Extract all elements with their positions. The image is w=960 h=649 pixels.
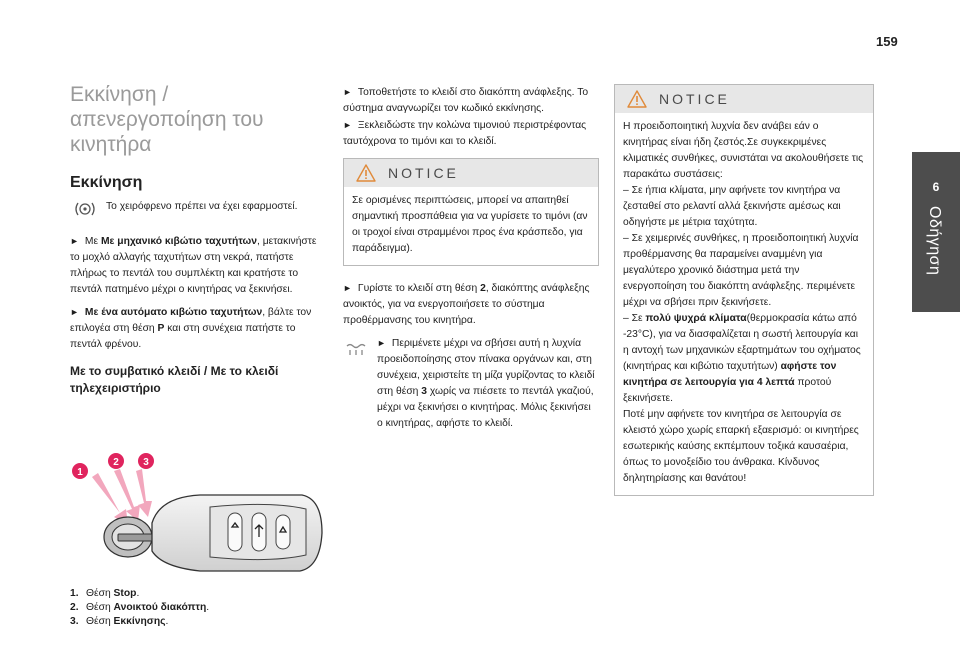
chapter-tab (912, 152, 960, 312)
column-left (70, 82, 328, 629)
chapter-label: Οδήγηση (926, 206, 943, 276)
bullet-arrow-icon: ► (70, 307, 79, 317)
svg-text:1: 1 (77, 467, 83, 478)
step-wait-preheat-text-end: χωρίς να πιέσετε το πεντάλ γκαζιού, μέχρι να ξεκινήσει ο κινητήρας. Μόλις ξεκινήσει ο κινητήρας, αφήστε το κλειδί. (377, 386, 594, 429)
svg-text:3: 3 (143, 457, 149, 468)
auto-gearbox-bold: Με ένα αυτόματο κιβώτιο ταχυτήτων (84, 307, 263, 318)
notice-mild-climate: – Σε ήπια κλίματα, μην αφήνετε τον κινητήρα να ζεσταθεί στο ρελαντί αλλά ξεκινήστε αμέσως και οδηγήστε με μέτρια ταχύτητα. (623, 185, 841, 228)
section-title-key: Με το συμβατικό κλειδί / Με το κλειδί τηλεχειριστήριο (70, 364, 279, 395)
notice-body (615, 113, 873, 495)
key-illustration (70, 405, 325, 577)
warning-triangle-icon (627, 90, 647, 108)
legend-end: . (165, 616, 169, 627)
callout-3 (138, 453, 154, 469)
cold-warmup-bold: αφήστε τον κινητήρα σε λειτουργία για 4 λεπτά (623, 361, 837, 388)
legend-end: . (136, 588, 140, 599)
notice-cold-climate (623, 311, 865, 407)
eco-note-text: Το χειρόφρενο πρέπει να έχει εφαρμοστεί. (106, 201, 298, 212)
step-wait-preheat-text: Περιμένετε μέχρι να σβήσει αυτή η λυχνία προειδοποίησης στον πίνακα οργάνων και, στη συνέχεια, χειριστείτε τη μίζα γυρίζοντας το κλειδί στη θέση (377, 338, 595, 397)
auto-gearbox-desc-end: και στη συνέχεια πατήστε το πεντάλ φρένου. (70, 323, 296, 350)
step-ignition-on-text: Γυρίστε το κλειδί στη θέση (357, 283, 481, 294)
cold-dash: – Σε (623, 313, 646, 324)
step-ignition-on-text-end: , διακόπτης ανάφλεξης ανοικτός, για να ενεργοποιήσετε το σύστημα προθέρμανσης του κινητήρα. (343, 283, 590, 326)
svg-text:2: 2 (113, 457, 119, 468)
step-ignition-on (343, 280, 599, 329)
notice-winter: – Σε χειμερινές συνθήκες, η προειδοποιητική λυχνία προθέρμανσης θα παραμείνει αναμμένη για μεγαλύτερο χρονικό διάστημα μετά την ενεργοποίηση του διακόπτη ανάφλεξης. περιμένετε μέχρι να σβήσει πριν ξεκινήσετε. (623, 233, 859, 308)
bullet-arrow-icon: ► (343, 283, 352, 293)
page-number: 159 (876, 34, 898, 49)
legend-number: 2. (70, 602, 79, 613)
warning-triangle-icon (356, 164, 376, 182)
notice-header (615, 85, 873, 113)
legend-text: Θέση (86, 588, 114, 599)
notice-body: Σε ορισμένες περιπτώσεις, μπορεί να απαιτηθεί σημαντική προσπάθεια για να γυρίσετε το τιμόνι (αν οι τροχοί είναι στραμμένοι προς ένα κράσπεδο, για παράδειγμα). (352, 195, 588, 254)
callout-2 (108, 453, 124, 469)
bullet-arrow-icon: ► (343, 120, 352, 130)
notice-intro: Η προειδοποιητική λυχνία δεν ανάβει εάν ο κινητήρας είναι ήδη ζεστός.Σε συγκεκριμένες κλιματικές συνθήκες, συνιστάται να ακολουθήσετε τις παρακάτω συστάσεις: (623, 121, 864, 180)
bullet-arrow-icon: ► (70, 236, 79, 246)
legend-number: 1. (70, 588, 79, 599)
manual-gearbox-text: ► Με Με μηχανικό κιβώτιο ταχυτήτων, μετακινήστε το μοχλό αλλαγής ταχυτήτων στη νεκρά, πατήστε πλήρως το πεντάλ του συμπλέκτη και κρατήστε το πεντάλ πατημένο μέχρι ο κινητήρας να ξεκινήσει. (70, 236, 317, 295)
notice-box-steering (343, 158, 599, 266)
bullet-arrow-icon: ► (377, 338, 386, 348)
notice-label: NOTICE (388, 165, 459, 181)
legend-bold: Εκκίνησης (113, 616, 166, 627)
column-right (614, 84, 874, 496)
gear-position: P (157, 323, 165, 334)
callout-1 (72, 463, 88, 479)
step-unlock-steering (343, 117, 599, 150)
legend-bold: Ανοικτού διακόπτη (113, 602, 207, 613)
step-wait-preheat (343, 335, 599, 432)
cold-text: (θερμοκρασία κάτω από -23°C), για να διασφαλίζεται η σωστή λειτουργία και η αντοχή των μηχανικών εξαρτημάτων του οχήματος (κινητήρας και κιβώτιο ταχυτήτων) (623, 313, 861, 372)
legend-item (70, 615, 328, 629)
column-middle (343, 84, 599, 432)
figure-legend (70, 587, 328, 629)
key-position-2: 2 (480, 283, 486, 294)
bullet-arrow-icon: ► (343, 87, 352, 97)
legend-text: Θέση (86, 616, 114, 627)
chapter-number: 6 (932, 180, 940, 194)
eco-note (72, 199, 328, 217)
step-unlock-steering-text: Ξεκλειδώστε την κολώνα τιμονιού περιστρέφοντας ταυτόχρονα το τιμόνι και το κλειδί. (343, 120, 587, 147)
step-insert-key-text: Τοποθετήστε το κλειδί στο διακόπτη ανάφλεξης. Το σύστημα αναγνωρίζει τον κωδικό εκκίνησης. (343, 87, 589, 114)
legend-end: . (206, 602, 210, 613)
step-insert-key (343, 84, 599, 117)
handbrake-icon (72, 201, 98, 217)
notice-label: NOTICE (659, 91, 730, 107)
legend-item (70, 601, 328, 615)
notice-ventilation-warning: Ποτέ μην αφήνετε τον κινητήρα σε λειτουργία σε κλειστό χώρο χωρίς επαρκή εξαερισμό: οι κινητήρες εσωτερικής καύσης εκπέμπουν τοξικά καυσαέρια, όπως το μονοξείδιο του άνθρακα. Κίνδυνος δηλητηρίασης και θανάτου! (623, 409, 859, 484)
manual-gearbox-desc: , μετακινήστε το μοχλό αλλαγής ταχυτήτων στη νεκρά, πατήστε πλήρως το πεντάλ του συμπλέκτη και κρατήστε το πεντάλ πατημένο μέχρι ο κινητήρας να ξεκινήσει. (70, 236, 317, 295)
cold-text-end: προτού ξεκινήσετε. (623, 377, 832, 404)
preheating-glow-icon (343, 341, 369, 357)
notice-box-preheat (614, 84, 874, 496)
manual-gearbox-bold: Με μηχανικό κιβώτιο ταχυτήτων (100, 236, 257, 247)
notice-header (344, 159, 598, 187)
legend-text: Θέση (86, 602, 114, 613)
legend-item (70, 587, 328, 601)
page-title: Εκκίνηση / απενεργοποίηση του κινητήρα (70, 83, 264, 156)
auto-gearbox-desc: , βάλτε τον επιλογέα στη θέση (70, 307, 312, 334)
legend-number: 3. (70, 616, 79, 627)
legend-bold: Stop (113, 588, 137, 599)
cold-bold: πολύ ψυχρά κλίματα (645, 313, 747, 324)
section-title-start: Εκκίνηση (70, 174, 143, 191)
auto-gearbox-text (70, 304, 328, 353)
key-position-3: 3 (421, 386, 428, 397)
key-ignition-figure (70, 405, 325, 577)
